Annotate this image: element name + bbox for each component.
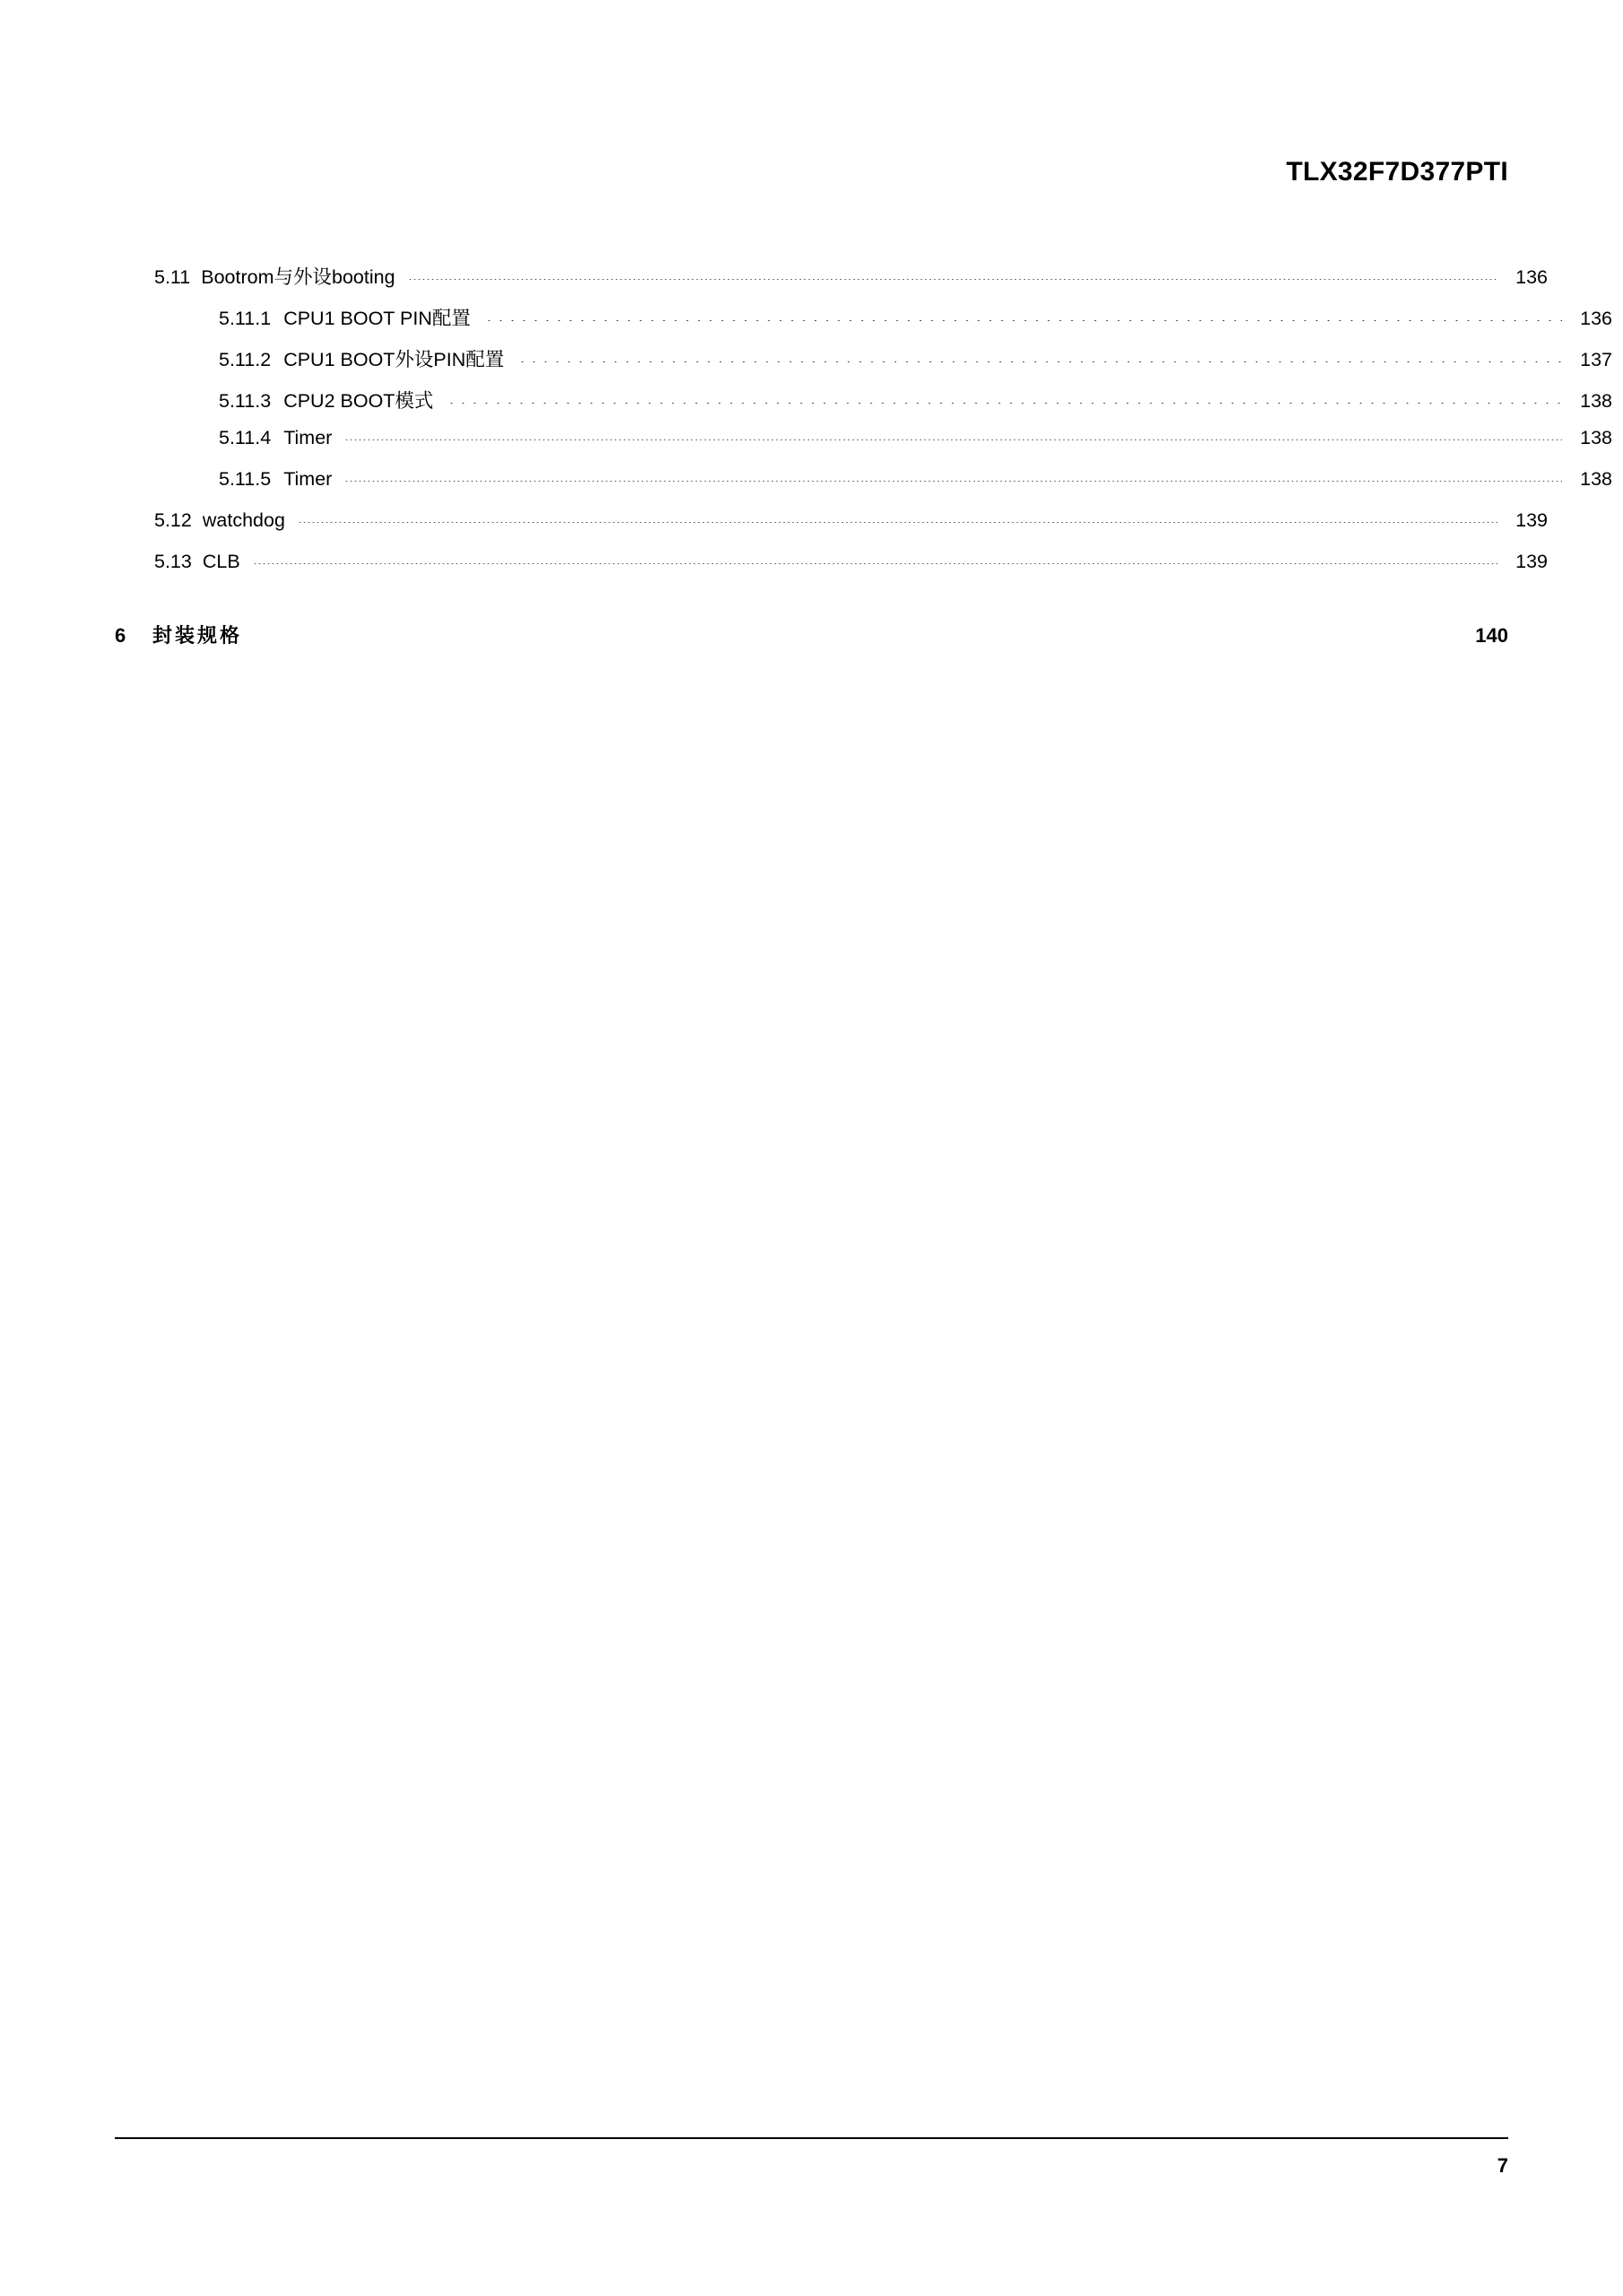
toc-entry-number: 5.11.3 bbox=[219, 390, 272, 412]
page-header-part-number: TLX32F7D377PTI bbox=[1286, 157, 1508, 187]
toc-leader bbox=[446, 403, 1562, 404]
toc-entry-number: 5.11 bbox=[154, 266, 191, 288]
toc-entry[interactable] bbox=[115, 386, 1612, 427]
toc-entry-page: 138 bbox=[1580, 427, 1612, 448]
toc-entry-number: 5.11.4 bbox=[219, 427, 272, 448]
toc-entry-page: 137 bbox=[1580, 349, 1612, 370]
toc-entry[interactable] bbox=[115, 551, 1548, 592]
toc-entry-number: 5.13 bbox=[154, 551, 192, 572]
toc-entry-title: CLB bbox=[202, 551, 240, 572]
toc-entry-chapter[interactable] bbox=[115, 621, 1508, 662]
toc-entry-number: 6 bbox=[115, 624, 126, 647]
toc-leader bbox=[344, 481, 1562, 482]
toc-entry-number: 5.11.5 bbox=[219, 468, 272, 490]
toc-entry-page: 139 bbox=[1515, 551, 1548, 572]
toc-entry[interactable] bbox=[115, 262, 1548, 303]
toc-entry-number: 5.12 bbox=[154, 509, 192, 531]
toc-entry-title: CPU1 BOOT PIN配置 bbox=[283, 308, 471, 329]
toc-entry-title: CPU1 BOOT外设PIN配置 bbox=[283, 349, 505, 370]
toc-leader bbox=[253, 563, 1497, 564]
table-of-contents bbox=[115, 262, 1612, 662]
toc-entry-page: 139 bbox=[1515, 509, 1548, 531]
toc-leader bbox=[298, 522, 1497, 523]
toc-entry-title: Bootrom与外设booting bbox=[201, 266, 395, 288]
toc-entry[interactable] bbox=[115, 468, 1612, 509]
toc-entry-number: 5.11.2 bbox=[219, 349, 272, 370]
toc-entry-page: 136 bbox=[1580, 308, 1612, 329]
footer-divider bbox=[115, 2137, 1508, 2139]
toc-entry-number: 5.11.1 bbox=[219, 308, 272, 329]
toc-leader bbox=[516, 361, 1562, 362]
toc-entry-page: 138 bbox=[1580, 468, 1612, 490]
toc-entry[interactable] bbox=[115, 303, 1612, 344]
toc-entry-title: CPU2 BOOT模式 bbox=[283, 390, 434, 412]
toc-leader bbox=[483, 320, 1562, 321]
footer-page-number: 7 bbox=[1497, 2154, 1508, 2177]
toc-entry-title: Timer bbox=[283, 427, 333, 448]
toc-entry-title: 封装规格 bbox=[152, 624, 243, 647]
toc-entry-page: 138 bbox=[1580, 390, 1612, 412]
toc-entry-title: watchdog bbox=[202, 509, 285, 531]
toc-leader bbox=[255, 638, 1458, 639]
toc-entry[interactable] bbox=[115, 509, 1548, 551]
toc-entry-page: 140 bbox=[1475, 624, 1508, 647]
toc-entry[interactable] bbox=[115, 427, 1612, 468]
toc-entry[interactable] bbox=[115, 344, 1612, 386]
toc-leader bbox=[408, 279, 1497, 280]
toc-entry-title: Timer bbox=[283, 468, 333, 490]
toc-leader bbox=[344, 439, 1562, 440]
toc-entry-page: 136 bbox=[1515, 266, 1548, 288]
